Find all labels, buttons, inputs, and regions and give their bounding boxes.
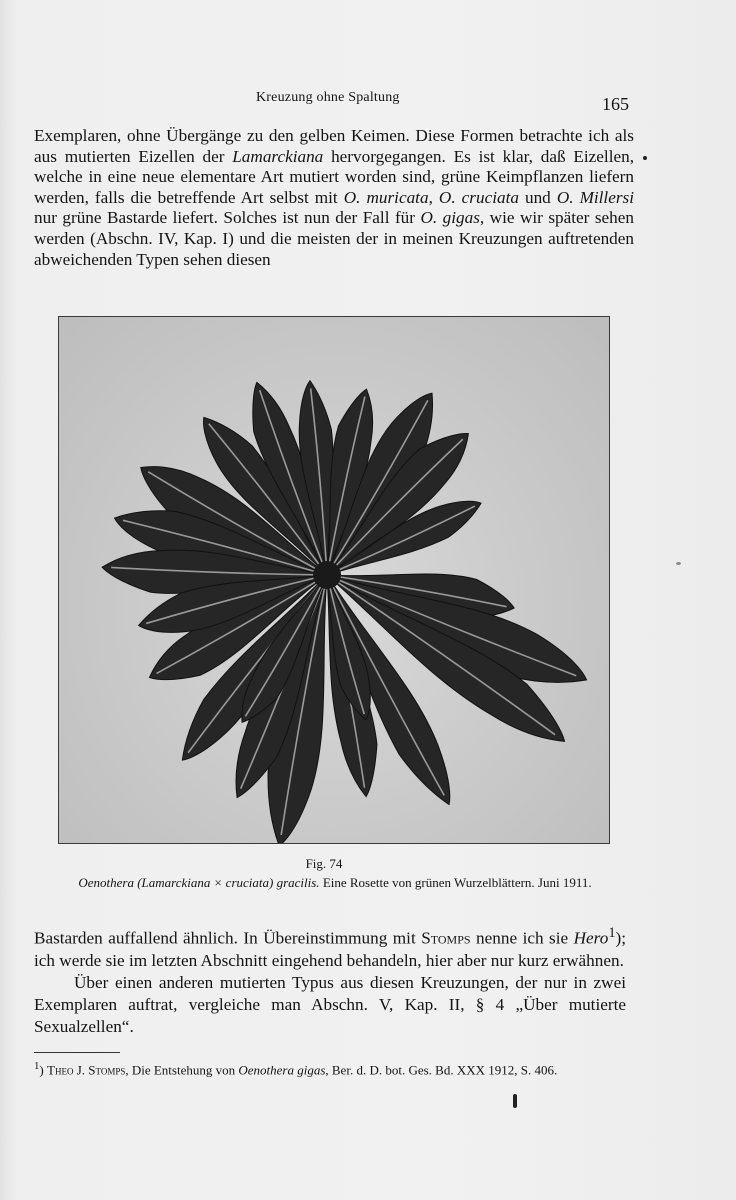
rosette-illustration bbox=[59, 317, 609, 843]
species-name: O. muricata bbox=[343, 187, 429, 207]
running-head: Kreuzung ohne Spaltung bbox=[256, 90, 400, 105]
caption-species: Oenothera (Lamarckiana × cruciata) gracilis. bbox=[78, 875, 320, 890]
text-run: , wie wir später sehen werden (Abschn. IV, Kap. I) und die meisten der in meinen Kreuzungen auftretenden abweichenden Typen sehen diesen bbox=[34, 208, 634, 269]
text-run: , Ber. d. D. bot. Ges. Bd. XXX 1912, S. 406. bbox=[325, 1062, 558, 1078]
text-run: ); ich werde sie im letzten Abschnitt eingehend behandeln, hier aber nur kurz erwähnen. bbox=[34, 928, 626, 970]
species-name: O. Millersi bbox=[556, 187, 634, 207]
species-name: O. gigas bbox=[420, 208, 480, 228]
type-name: Hero bbox=[573, 928, 609, 948]
figure-caption bbox=[30, 874, 640, 891]
footnote-ref[interactable]: 1 bbox=[608, 925, 616, 941]
print-speck bbox=[676, 562, 681, 565]
footnote-author: Theo J. Stomps bbox=[47, 1062, 126, 1078]
text-run: , bbox=[428, 187, 439, 207]
text-run: Exemplaren, ohne Übergänge zu den gelben Keimen. Diese Formen betrachte ich als aus mutierten Eizellen der bbox=[34, 126, 634, 166]
species-name: Lamarckiana bbox=[232, 146, 324, 166]
paragraph-1 bbox=[34, 922, 626, 972]
text-run: nur grüne Bastarde liefert. Solches ist nun der Fall für bbox=[34, 208, 421, 228]
figure-photo-rosette bbox=[58, 316, 610, 844]
figure-label: Fig. 74 bbox=[305, 856, 343, 871]
footnote-rule bbox=[34, 1052, 120, 1053]
caption-text: Eine Rosette von grünen Wurzelblättern. Juni 1911. bbox=[319, 875, 592, 890]
print-speck bbox=[643, 156, 647, 160]
rosette-center bbox=[313, 561, 341, 589]
paragraph-bottom bbox=[34, 922, 626, 1038]
footnote-marker: 1 bbox=[34, 1060, 40, 1072]
author-name: Stomps bbox=[421, 928, 471, 948]
text-run: hervorgegangen. Es ist klar, daß Eizellen, welche in eine neue elementare Art mutiert worden sind, grüne Keimpflanzen liefern werden, falls die betreffende Art selbst mit bbox=[34, 146, 634, 207]
footnote: $^1$) Theo J. Stomps, Die Entstehung von Oenothera gigas, Ber. d. D. bot. Ges. Bd. XXX 1912, S. 406. bbox=[34, 1060, 558, 1078]
paragraph-2: Über einen anderen mutierten Typus aus diesen Kreuzungen, der nur in zwei Exemplaren auftrat, vergleiche man Abschn. V, Kap. II, § 4 „Über mutierte Sexualzellen“. bbox=[34, 972, 626, 1036]
page-number: 165 bbox=[602, 94, 629, 114]
text-run: und bbox=[518, 187, 557, 207]
text-run: Bastarden auffallend ähnlich. In Übereinstimmung mit bbox=[34, 928, 422, 948]
species-name: O. cruciata bbox=[438, 187, 519, 207]
paragraph-top bbox=[34, 126, 634, 270]
print-speck bbox=[513, 1094, 517, 1108]
text-run: nenne ich sie bbox=[470, 928, 574, 948]
text-run: , Die Entstehung von bbox=[125, 1062, 239, 1078]
footnote-title: Oenothera gigas bbox=[238, 1062, 326, 1078]
